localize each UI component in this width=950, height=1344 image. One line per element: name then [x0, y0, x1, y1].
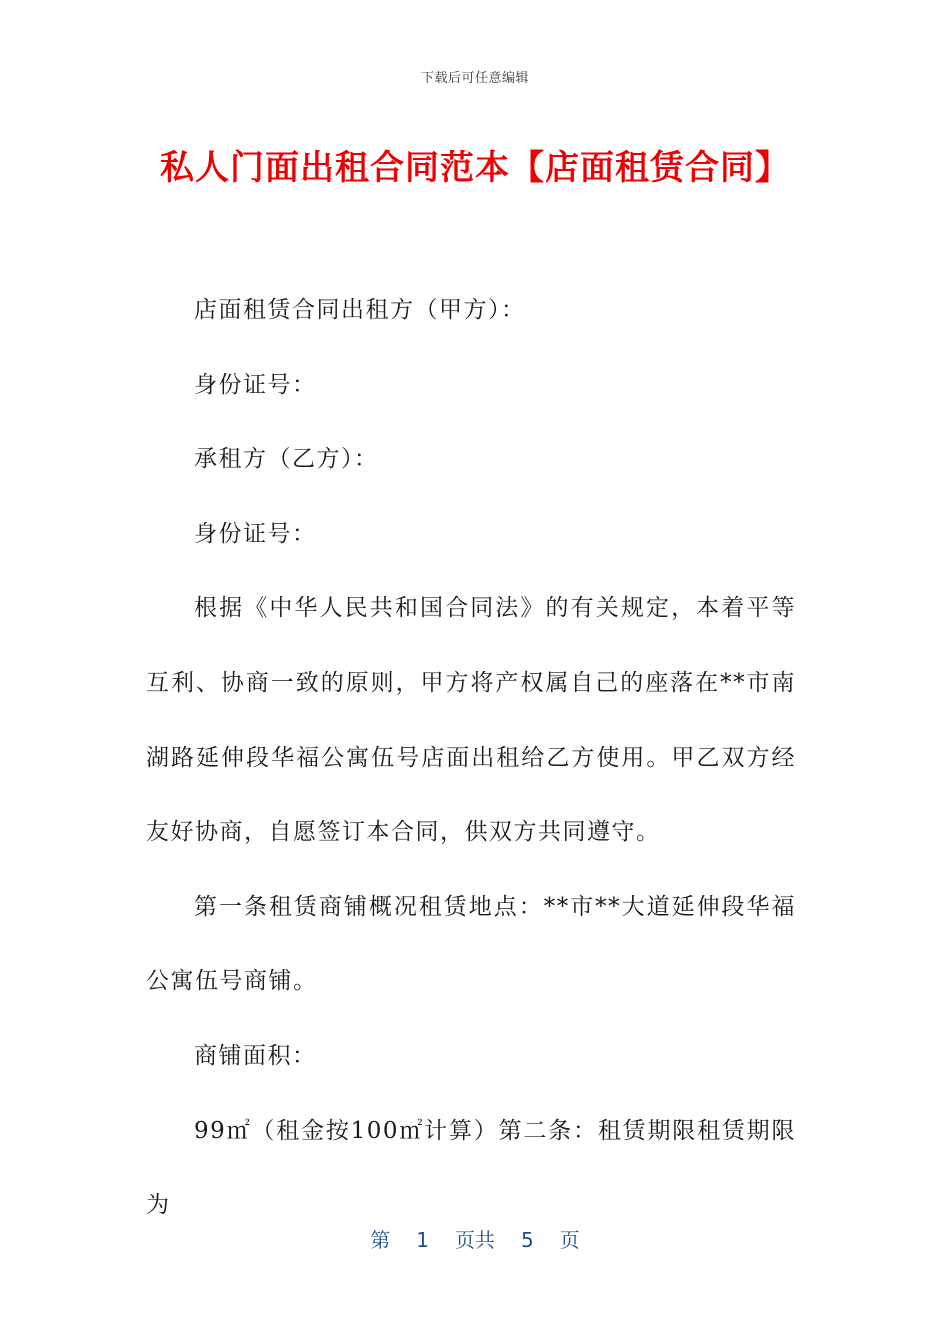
current-page-number: 1: [416, 1228, 429, 1252]
page-header-note: 下载后可任意编辑: [420, 71, 529, 86]
paragraph-area-value: 99㎡（租金按100㎡计算）第二条：租赁期限租赁期限为: [146, 1117, 796, 1219]
paragraph-lessee-id: 身份证号：: [194, 520, 317, 547]
paragraph-preamble: 根据《中华人民共和国合同法》的有关规定，本着平等互利、协商一致的原则，甲方将产权属自己的座落在**市南湖路延伸段华福公寓伍号店面出租给乙方使用。甲乙双方经友好协商，自愿签订本合同，供双方共同遵守。: [146, 595, 796, 846]
document-body: [146, 273, 796, 1243]
paragraph-lessor: 店面租赁合同出租方（甲方）：: [194, 297, 526, 323]
page-prefix: 第: [370, 1228, 391, 1252]
document-title: 私人门面出租合同范本【店面租赁合同】: [160, 148, 790, 188]
paragraph-shop-area: 商铺面积：: [194, 1042, 317, 1069]
page-mid: 页共: [455, 1228, 495, 1252]
page-suffix: 页: [559, 1228, 580, 1252]
paragraph-article-1: 第一条租赁商铺概况租赁地点：**市**大道延伸段华福公寓伍号商铺。: [146, 893, 796, 995]
total-pages-number: 5: [521, 1228, 534, 1252]
page-footer: [0, 1224, 950, 1253]
paragraph-lessee: 承租方（乙方）：: [194, 446, 379, 473]
paragraph-lessor-id: 身份证号：: [194, 371, 317, 398]
